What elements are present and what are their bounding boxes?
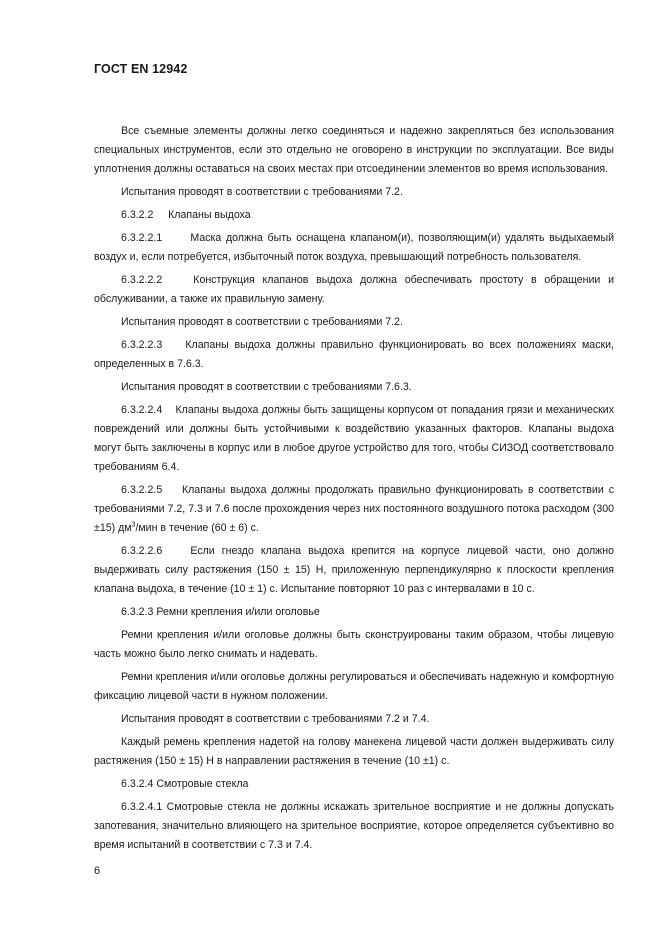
paragraph: Испытания проводят в соответствии с требованиями 7.6.3. [121, 381, 412, 393]
paragraph: 6.3.2.4.1 Смотровые стекла не должны искажать зрительное восприятие и не должны допускать запотевания, значительно влияющего на зрительное восприятие, которое определяется субъективно во время испытаний в соответствии с 7.3 и 7.4. [94, 801, 614, 851]
superscript: 3 [131, 521, 136, 529]
section-heading: 6.3.2.3 Ремни крепления и/или оголовье [121, 606, 320, 618]
paragraph: 6.3.2.2.2 Конструкция клапанов выдоха должна обеспечивать простоту в обращении и обслуживании, а также их правильную замену. [94, 274, 617, 305]
paragraph: 6.3.2.2.6 Если гнездо клапана выдоха крепится на корпусе лицевой части, оно должно выдерживать силу растяжения (150 ± 15) Н, приложенную перпендикулярно к плоскости крепления клапана выдоха, в течение (10 ± 1) с. Испытание повторяют 10 раз с интервалами в 10 с. [94, 545, 617, 595]
paragraph-tail: /мин в течение (60 ± 6) с. [135, 522, 259, 534]
paragraph: Каждый ремень крепления надетой на голову манекена лицевой части должен выдерживать силу растяжения (150 ± 15) Н в направлении растяжения в течение (10 ±1) с. [94, 736, 614, 767]
paragraph: Ремни крепления и/или оголовье должны регулироваться и обеспечивать надежную и комфортную фиксацию лицевой части в нужном положении. [94, 671, 614, 702]
paragraph: 6.3.2.2.3 Клапаны выдоха должны правильно функционировать во всех положениях маски, определенных в 7.6.3. [94, 339, 617, 370]
paragraph: 6.3.2.2.1 Маска должна быть оснащена клапаном(и), позволяющим(и) удалять выдыхаемый воздух и, если потребуется, избыточный поток воздуха, превышающий потребность пользователя. [94, 232, 617, 263]
paragraph: Все съемные элементы должны легко соединяться и надежно закрепляться без использования специальных инструментов, если это отдельно не оговорено в инструкции по эксплуатации. Все виды уплотнения должны оставаться на своих местах при отсоединении элементов во время использования. [94, 125, 614, 175]
paragraph: 6.3.2.2.4 Клапаны выдоха должны быть защищены корпусом от попадания грязи и механических повреждений или должны быть устойчивыми к воздействию указанных факторов. Клапаны выдоха могут быть заключены в корпус или в любое другое устройство для того, чтобы СИЗОД соответствовало требованиям 6.4. [94, 404, 617, 473]
paragraph: Испытания проводят в соответствии с требованиями 7.2 и 7.4. [121, 713, 430, 725]
paragraph: Ремни крепления и/или оголовье должны быть сконструированы таким образом, чтобы лицевую часть можно было легко снимать и надевать. [94, 629, 614, 660]
page-number: 6 [94, 865, 101, 877]
paragraph: Испытания проводят в соответствии с требованиями 7.2. [121, 186, 403, 198]
paragraph-text: 6.3.2.2.5 Клапаны выдоха должны продолжать правильно функционировать в соответствии с требованиями 7.2, 7.3 и 7.6 после прохождения через них постоянного воздушного потока расходом (300 ±15) дм [94, 484, 617, 534]
document-header: ГОСТ EN 12942 [94, 62, 188, 76]
section-heading: 6.3.2.2 Клапаны выдоха [121, 209, 251, 221]
paragraph: Испытания проводят в соответствии с требованиями 7.2. [121, 316, 403, 328]
paragraph-with-superscript [94, 481, 617, 538]
section-heading: 6.3.2.4 Смотровые стекла [121, 778, 249, 790]
document-body [94, 122, 617, 859]
